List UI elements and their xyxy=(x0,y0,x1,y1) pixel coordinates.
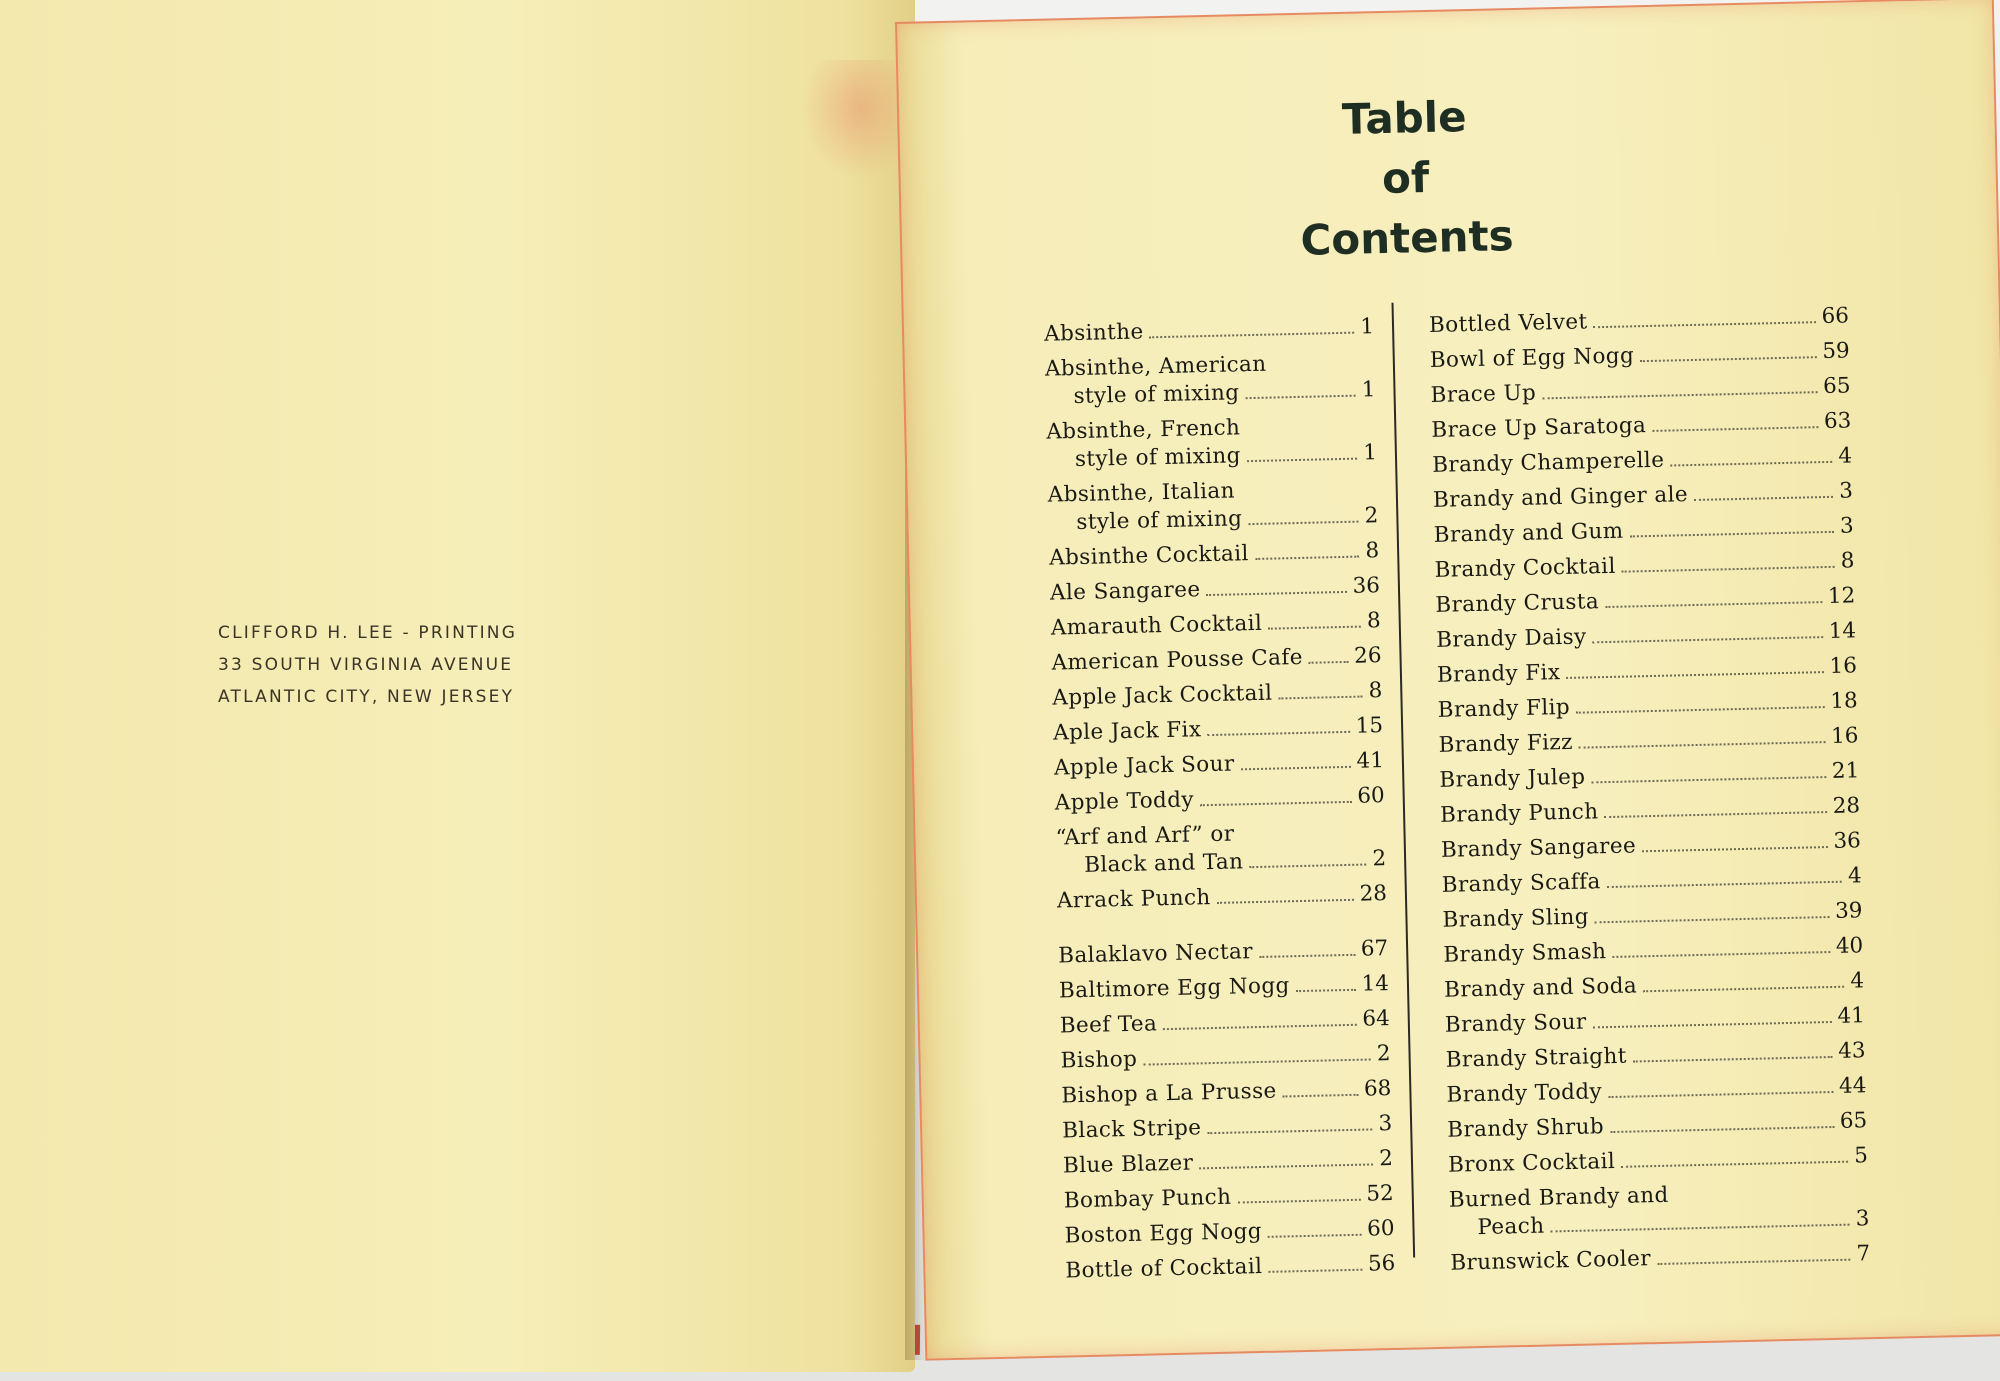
entry-name: Brandy Sour xyxy=(1444,1009,1587,1038)
entry-page-number: 3 xyxy=(1838,478,1854,504)
dot-leader xyxy=(1309,661,1348,664)
entry-page-number: 14 xyxy=(1361,971,1390,997)
dot-leader xyxy=(1640,356,1816,362)
entry-page-number: 8 xyxy=(1840,548,1855,574)
toc-entry xyxy=(1044,313,1375,348)
dot-leader xyxy=(1630,531,1835,538)
toc-entry xyxy=(1448,1142,1869,1180)
entry-name: Absinthe, American xyxy=(1044,351,1267,382)
dot-leader xyxy=(1670,461,1832,467)
dot-leader xyxy=(1593,636,1823,643)
dot-leader xyxy=(1245,395,1355,400)
entry-page-number: 52 xyxy=(1366,1180,1394,1207)
entry-page-number: 8 xyxy=(1368,678,1383,704)
dot-leader xyxy=(1143,1058,1371,1065)
dot-leader xyxy=(1200,801,1351,806)
entry-name: Brandy Julep xyxy=(1439,764,1586,793)
dot-leader xyxy=(1694,496,1833,501)
entry-name: Boston Egg Nogg xyxy=(1064,1218,1263,1249)
imprint-line: CLIFFORD H. LEE - PRINTING xyxy=(218,623,518,643)
entry-page-number: 8 xyxy=(1365,538,1380,564)
entry-name: Amarauth Cocktail xyxy=(1050,610,1263,641)
dot-leader xyxy=(1566,671,1823,679)
entry-name-continued: style of mixing xyxy=(1073,380,1240,410)
dot-leader xyxy=(1283,1094,1358,1098)
entry-page-number: 5 xyxy=(1854,1143,1869,1169)
left-page xyxy=(0,0,915,1372)
dot-leader xyxy=(1579,741,1825,749)
toc-entry xyxy=(1440,792,1861,830)
entry-name: Apple Jack Cocktail xyxy=(1052,680,1273,711)
dot-leader xyxy=(1657,1259,1851,1265)
toc-entry xyxy=(1057,880,1388,915)
right-page xyxy=(895,0,2000,1361)
dot-leader xyxy=(1268,1234,1361,1238)
entry-name: Brandy Toddy xyxy=(1446,1079,1603,1108)
dot-leader xyxy=(1594,321,1816,328)
toc-entry xyxy=(1431,407,1852,445)
toc-entry xyxy=(1434,547,1855,585)
toc-entry xyxy=(1442,897,1863,935)
dot-leader xyxy=(1607,881,1842,888)
entry-name: Bishop a La Prusse xyxy=(1061,1078,1277,1109)
entry-page-number: 2 xyxy=(1376,1041,1391,1067)
entry-name: Brandy Scaffa xyxy=(1441,869,1601,898)
dot-leader xyxy=(1207,731,1349,736)
entry-name: Brace Up xyxy=(1430,380,1537,408)
entry-name: Bronx Cocktail xyxy=(1447,1148,1616,1178)
entry-name: Brunswick Cooler xyxy=(1450,1246,1652,1276)
toc-entry xyxy=(1052,677,1383,712)
entry-name: Beef Tea xyxy=(1059,1011,1158,1039)
entry-page-number: 28 xyxy=(1832,793,1861,819)
entry-name: Aple Jack Fix xyxy=(1052,717,1202,746)
entry-page-number: 43 xyxy=(1837,1038,1866,1064)
entry-name: Ale Sangaree xyxy=(1049,577,1201,606)
entry-page-number: 36 xyxy=(1833,828,1862,854)
toc-entry xyxy=(1444,967,1865,1005)
entry-page-number: 39 xyxy=(1834,898,1863,924)
entry-name: Baltimore Egg Nogg xyxy=(1058,973,1290,1004)
entry-page-number: 16 xyxy=(1829,653,1858,679)
dot-leader xyxy=(1269,1269,1363,1273)
dot-leader xyxy=(1247,458,1357,463)
toc-entry xyxy=(1432,442,1853,480)
toc-entry xyxy=(1060,1040,1391,1075)
entry-page-number: 1 xyxy=(1361,377,1376,403)
entry-page-number: 2 xyxy=(1378,1145,1394,1172)
toc-entry xyxy=(1449,1177,1870,1243)
entry-name: American Pousse Cafe xyxy=(1051,644,1304,676)
entry-name: Brandy Sling xyxy=(1442,904,1590,933)
entry-page-number: 1 xyxy=(1362,440,1378,466)
entry-page-number: 2 xyxy=(1372,846,1387,872)
toc-entry xyxy=(1435,582,1856,620)
entry-page-number: 4 xyxy=(1850,968,1865,994)
toc-entry xyxy=(1063,1180,1394,1215)
entry-name: Brandy Fix xyxy=(1436,660,1561,688)
dot-leader xyxy=(1642,846,1827,852)
entry-name: Brandy and Ginger ale xyxy=(1432,482,1689,513)
entry-page-number: 12 xyxy=(1827,583,1856,609)
entry-page-number: 16 xyxy=(1830,723,1859,749)
toc-entry xyxy=(1441,862,1862,900)
title-line: of xyxy=(1381,152,1430,203)
dot-leader xyxy=(1241,766,1351,770)
toc-entry xyxy=(1447,1107,1868,1145)
entry-page-number: 4 xyxy=(1847,863,1862,889)
entry-name-continued: style of mixing xyxy=(1074,443,1242,473)
entry-page-number: 40 xyxy=(1835,933,1864,959)
printer-imprint xyxy=(218,617,517,713)
entry-page-number: 65 xyxy=(1839,1108,1868,1134)
toc-entry xyxy=(1430,372,1851,410)
entry-page-number: 66 xyxy=(1821,303,1850,330)
entry-page-number: 26 xyxy=(1353,643,1382,669)
entry-page-number: 36 xyxy=(1352,573,1381,599)
dot-leader xyxy=(1576,706,1824,714)
entry-page-number: 67 xyxy=(1360,936,1389,962)
dot-leader xyxy=(1259,954,1355,958)
imprint-line: ATLANTIC CITY, NEW JERSEY xyxy=(218,687,515,707)
entry-name: “Arf and Arf” or xyxy=(1055,821,1235,851)
toc-entry xyxy=(1053,712,1384,747)
entry-name: Bishop xyxy=(1060,1046,1138,1074)
dot-leader xyxy=(1199,1163,1373,1169)
dot-leader xyxy=(1551,1224,1850,1233)
toc-entry xyxy=(1436,617,1857,655)
entry-name: Absinthe, French xyxy=(1046,415,1241,445)
entry-page-number: 4 xyxy=(1838,443,1853,469)
dot-leader xyxy=(1622,566,1835,573)
dot-leader xyxy=(1605,811,1827,818)
dot-leader xyxy=(1207,591,1347,596)
toc-entry xyxy=(1445,1037,1866,1075)
entry-name: Brace Up Saratoga xyxy=(1431,413,1647,443)
toc-entry xyxy=(1441,827,1862,865)
entry-name: Brandy Daisy xyxy=(1435,624,1587,653)
page-title xyxy=(1274,86,1538,272)
entry-name: Bowl of Egg Nogg xyxy=(1429,343,1635,373)
entry-name: Blue Blazer xyxy=(1062,1150,1194,1179)
entry-page-number: 3 xyxy=(1855,1206,1870,1232)
toc-entry xyxy=(1065,1250,1396,1285)
toc-entry xyxy=(1047,474,1378,537)
toc-entry xyxy=(1054,782,1385,817)
toc-entry xyxy=(1433,477,1854,515)
entry-name-continued: Peach xyxy=(1477,1213,1545,1241)
toc-entry xyxy=(1050,572,1381,607)
entry-page-number: 64 xyxy=(1362,1006,1391,1032)
toc-entry xyxy=(1430,337,1851,375)
dot-leader xyxy=(1610,1126,1834,1133)
entry-name: Brandy and Soda xyxy=(1443,973,1638,1003)
entry-name: Brandy Crusta xyxy=(1435,589,1600,618)
toc-entry xyxy=(1446,1072,1867,1110)
toc-entry xyxy=(1437,687,1858,725)
toc-column-right xyxy=(1429,302,1871,1284)
entry-name: Black Stripe xyxy=(1061,1115,1202,1144)
toc-entry xyxy=(1443,932,1864,970)
entry-name: Absinthe xyxy=(1043,319,1144,347)
entry-page-number: 8 xyxy=(1366,608,1381,634)
title-line: Table xyxy=(1341,92,1468,144)
imprint-line: 33 SOUTH VIRGINIA AVENUE xyxy=(218,655,514,675)
dot-leader xyxy=(1207,1128,1372,1134)
dot-leader xyxy=(1643,986,1844,993)
entry-name: Apple Toddy xyxy=(1054,787,1195,816)
entry-page-number: 41 xyxy=(1356,748,1385,774)
entry-page-number: 68 xyxy=(1363,1076,1392,1102)
dot-leader xyxy=(1542,391,1817,399)
entry-name: Bottled Velvet xyxy=(1428,309,1588,338)
entry-page-number: 14 xyxy=(1828,618,1857,644)
dot-leader xyxy=(1592,776,1827,783)
dot-leader xyxy=(1268,626,1361,630)
entry-name: Arrack Punch xyxy=(1056,885,1211,914)
dot-leader xyxy=(1621,1161,1848,1168)
entry-name-continued: style of mixing xyxy=(1076,506,1243,536)
entry-page-number: 21 xyxy=(1831,758,1860,784)
entry-name: Balaklavo Nectar xyxy=(1057,939,1254,969)
entry-page-number: 18 xyxy=(1830,688,1858,714)
dot-leader xyxy=(1652,426,1818,432)
dot-leader xyxy=(1608,1091,1833,1098)
entry-page-number: 2 xyxy=(1364,503,1379,529)
entry-page-number: 3 xyxy=(1378,1111,1393,1137)
entry-page-number: 65 xyxy=(1822,373,1851,400)
entry-page-number: 3 xyxy=(1839,513,1854,539)
toc-entry xyxy=(1445,1002,1866,1040)
dot-leader xyxy=(1279,696,1363,700)
toc-entry xyxy=(1063,1145,1394,1180)
dot-leader xyxy=(1249,864,1366,869)
dot-leader xyxy=(1612,951,1830,958)
entry-name: Brandy Sangaree xyxy=(1440,833,1637,863)
entry-page-number: 28 xyxy=(1359,881,1388,907)
toc-entry xyxy=(1433,512,1854,550)
dot-leader xyxy=(1605,601,1822,608)
title-line: Contents xyxy=(1299,211,1515,265)
entry-name: Brandy Shrub xyxy=(1447,1114,1605,1143)
toc-entry xyxy=(1060,1005,1391,1040)
page-stain xyxy=(800,60,900,180)
dot-leader xyxy=(1150,332,1355,339)
dot-leader xyxy=(1237,1199,1360,1204)
toc-entry xyxy=(1061,1075,1392,1110)
column-divider xyxy=(1391,303,1415,1258)
entry-name: Bottle of Cocktail xyxy=(1065,1253,1263,1284)
dot-leader xyxy=(1163,1024,1356,1030)
entry-name: Brandy Flip xyxy=(1437,694,1571,723)
toc-entry xyxy=(1439,757,1860,795)
entry-name: Apple Jack Sour xyxy=(1053,751,1235,781)
entry-name: Bombay Punch xyxy=(1063,1184,1232,1214)
toc-entry xyxy=(1062,1110,1393,1145)
entry-page-number: 44 xyxy=(1838,1073,1867,1099)
entry-page-number: 15 xyxy=(1355,713,1384,739)
toc-entry xyxy=(1050,607,1381,642)
entry-name: Brandy Smash xyxy=(1443,939,1607,968)
entry-name: Brandy Straight xyxy=(1445,1043,1628,1073)
entry-name: Brandy Champerelle xyxy=(1431,447,1665,478)
toc-entry xyxy=(1450,1240,1871,1278)
dot-leader xyxy=(1255,556,1360,560)
toc-entry xyxy=(1045,348,1376,411)
toc-entry xyxy=(1051,642,1382,677)
dot-leader xyxy=(1217,899,1354,904)
entry-page-number: 60 xyxy=(1357,783,1385,809)
dot-leader xyxy=(1633,1056,1833,1063)
entry-name: Absinthe Cocktail xyxy=(1048,541,1250,571)
toc-entry xyxy=(1437,652,1858,690)
entry-name: Brandy Cocktail xyxy=(1434,553,1616,583)
toc-entry xyxy=(1429,302,1850,340)
entry-page-number: 7 xyxy=(1856,1241,1871,1267)
toc-entry xyxy=(1438,722,1859,760)
entry-page-number: 59 xyxy=(1822,338,1850,365)
entry-name-continued: Black and Tan xyxy=(1083,849,1244,878)
entry-page-number: 56 xyxy=(1367,1250,1396,1277)
toc-entry xyxy=(1064,1215,1395,1250)
entry-name: Brandy and Gum xyxy=(1433,518,1624,548)
toc-entry xyxy=(1046,411,1377,474)
toc-entry xyxy=(1055,817,1386,880)
entry-name: Brandy Fizz xyxy=(1438,729,1574,758)
entry-name: Brandy Punch xyxy=(1439,799,1599,828)
dot-leader xyxy=(1593,1021,1832,1028)
dot-leader xyxy=(1296,989,1356,992)
entry-name: Absinthe, Italian xyxy=(1047,478,1236,508)
toc-column-left xyxy=(1044,313,1396,1292)
toc-entry xyxy=(1049,537,1380,572)
entry-name: Burned Brandy and xyxy=(1448,1182,1669,1213)
entry-page-number: 63 xyxy=(1823,408,1852,435)
toc-entry xyxy=(1059,970,1390,1005)
entry-page-number: 1 xyxy=(1360,314,1375,340)
dot-leader xyxy=(1595,916,1829,923)
toc-entry xyxy=(1054,747,1385,782)
entry-page-number: 41 xyxy=(1837,1003,1866,1029)
entry-page-number: 60 xyxy=(1366,1215,1395,1242)
dot-leader xyxy=(1248,521,1358,526)
